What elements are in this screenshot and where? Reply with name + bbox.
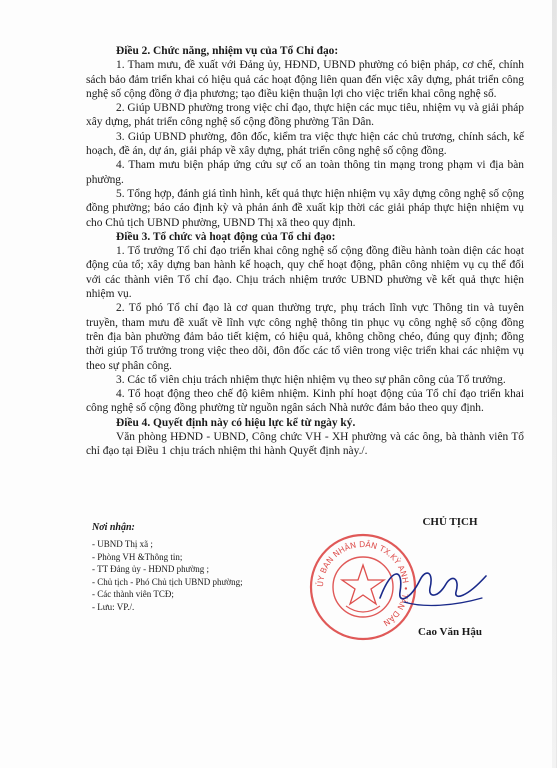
recipient-item: - TT Đảng ủy - HĐND phường ; xyxy=(92,564,210,575)
article-3-item-3: 3. Các tổ viên chịu trách nhiệm thực hiện nhiệm vụ theo sự phân công của Tổ trưởng. xyxy=(116,373,506,386)
article-2-item-2: 2. Giúp UBND phường trong việc chỉ đạo, thực hiện các mục tiêu, nhiệm vụ và giải pháp xây dựng, phát triển công nghệ số cộng đồng phường Tân Dân. xyxy=(86,102,524,129)
article-2-item-4: 4. Tham mưu biện pháp ứng cứu sự cố an toàn thông tin mạng trong phạm vi địa bàn phường. xyxy=(86,159,524,186)
recipient-item: - UBND Thị xã ; xyxy=(92,539,153,549)
recipient-item: - Chủ tịch - Phó Chủ tịch UBND phường; xyxy=(92,576,243,587)
signer-name: Cao Văn Hậu xyxy=(418,626,482,638)
article-3-heading: Điều 3. Tổ chức và hoạt động của Tổ chỉ đạo: xyxy=(116,230,336,243)
article-3-item-4: 4. Tổ hoạt động theo chế độ kiêm nhiệm. Kinh phí hoạt động của Tổ chỉ đạo triển khai công nghệ số cộng đồng phường từ nguồn ngân sách Nhà nước đảm bảo theo quy định. xyxy=(86,388,524,415)
article-2-item-5: 5. Tổng hợp, đánh giá tình hình, kết quả thực hiện nhiệm vụ xây dựng công nghệ số cộng đồng phường; báo cáo định kỳ và phản ánh đề xuất kịp thời các giải pháp thực hiện nhiệm vụ cho Chủ tịch UBND phường, UBND Thị xã theo quy định. xyxy=(86,187,524,229)
closing-paragraph: Văn phòng HĐND - UBND, Công chức VH - XH phường và các ông, bà thành viên Tổ chỉ đạo tại Điều 1 chịu trách nhiệm thi hành Quyết định này./. xyxy=(86,431,524,458)
recipients-list xyxy=(92,538,243,614)
article-2-heading: Điều 2. Chức năng, nhiệm vụ của Tổ Chỉ đạo: xyxy=(116,45,339,57)
recipients-title: Nơi nhận: xyxy=(92,522,135,533)
article-3-item-1: 1. Tổ trưởng Tổ chỉ đạo triển khai công nghệ số cộng đồng điều hành toàn diện các hoạt động của tổ; xây dựng ban hành kế hoạch, quy chế hoạt động, phân công nhiệm vụ cụ thể đối với các thành viên Tổ chỉ đạo. Chịu trách nhiệm trước UBND phường về kết quả thực hiện nhiệm vụ. xyxy=(86,245,524,301)
handwritten-signature-icon xyxy=(374,558,494,618)
article-2-item-3: 3. Giúp UBND phường, đôn đốc, kiểm tra việc thực hiện các chủ trương, chính sách, kế hoạch, đề án, dự án, giải pháp về xây dựng, phát triển công nghệ số cộng đồng. xyxy=(86,130,524,158)
recipient-item: - Lưu: VP./. xyxy=(92,601,135,612)
article-3-item-2: 2. Tổ phó Tổ chỉ đạo là cơ quan thường trực, phụ trách lĩnh vực Thông tin và tuyên truyền, tham mưu đề xuất về lĩnh vực công nghệ thông tin phục vụ công nghệ số cộng đồng trên địa bàn phường đảm bảo tiết kiệm, có hiệu quả, không chồng chéo, đúng quy định; đồng thời giúp Tổ trưởng trong việc theo dõi, đôn đốc các tổ viên trong việc triển khai các nhiệm vụ theo sự phân công. xyxy=(86,302,524,372)
article-4-text: Điều 4. Quyết định này có hiệu lực kể từ ngày ký. xyxy=(116,416,356,429)
seal-text: ỦY BAN NHÂN DÂN TX.KỲ ANH • TÂN DÂN xyxy=(315,539,411,628)
recipient-item: - Các thành viên TCĐ; xyxy=(92,589,174,600)
recipient-item: - Phòng VH &Thông tin; xyxy=(92,551,183,562)
article-2-item-1: 1. Tham mưu, đề xuất với Đảng ủy, HĐND, UBND phường có biện pháp, cơ chế, chính sách bảo đảm triển khai có hiệu quả các hoạt động liên quan đến việc xây dựng, phát triển công nghệ số cộng đồng ở địa phương; tạo điều kiện thuận lợi cho việc triển khai công nghệ số. xyxy=(86,59,524,100)
page-edge xyxy=(552,0,556,768)
signer-title: CHỦ TỊCH xyxy=(422,516,478,528)
decision-body xyxy=(86,44,524,459)
footer-block xyxy=(86,512,556,652)
